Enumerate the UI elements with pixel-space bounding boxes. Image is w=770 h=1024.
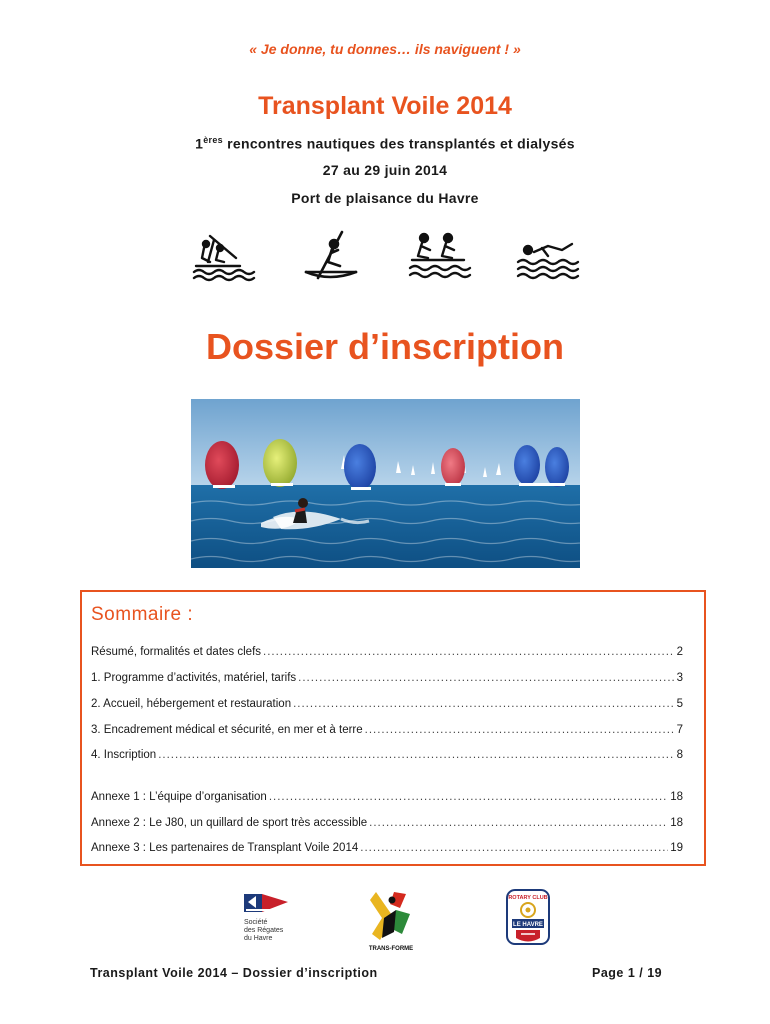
toc-entry-page: 8 xyxy=(676,749,683,761)
rotary-club-le-havre-logo xyxy=(505,888,551,948)
sailing-regatta-photo xyxy=(191,399,580,568)
toc-leader-dots xyxy=(293,698,675,710)
toc-entry[interactable] xyxy=(91,698,683,714)
toc-leader-dots xyxy=(269,791,668,803)
trans-forme-logo xyxy=(366,888,416,954)
table-of-contents xyxy=(80,590,706,866)
trans-forme-logo-text: TRANS-FORME xyxy=(368,946,414,952)
dossier-title: Dossier d’inscription xyxy=(205,326,565,367)
toc-entry[interactable] xyxy=(91,749,683,765)
toc-entry[interactable] xyxy=(91,724,683,740)
footer-document-title: Transplant Voile 2014 – Dossier d’inscription xyxy=(90,966,378,980)
toc-leader-dots xyxy=(360,842,668,854)
event-place: Port de plaisance du Havre xyxy=(291,190,479,206)
toc-entry-page: 3 xyxy=(676,672,683,684)
subtitle-number: 1 xyxy=(195,135,204,152)
toc-entry-label: 4. Inscription xyxy=(91,749,157,761)
toc-title: Sommaire : xyxy=(91,604,194,625)
rotary-logo-bottom-text: LE HAVRE xyxy=(513,922,543,928)
toc-entry-page: 5 xyxy=(676,698,683,710)
swimming-icon xyxy=(514,228,580,284)
rotary-logo-top-text: ROTARY CLUB xyxy=(508,895,548,901)
toc-entry-label: Annexe 3 : Les partenaires de Transplant Voile 2014 xyxy=(91,842,359,854)
subtitle-superscript: ères xyxy=(203,135,223,145)
toc-entry-label: 1. Programme d’activités, matériel, tarifs xyxy=(91,672,297,684)
regates-logo-text-3: du Havre xyxy=(244,935,273,942)
toc-entry-label: Annexe 2 : Le J80, un quillard de sport très accessible xyxy=(91,817,368,829)
toc-entry-label: Annexe 1 : L’équipe d’organisation xyxy=(91,791,267,803)
regates-logo-text-2: des Régates xyxy=(244,927,284,934)
event-title: Transplant Voile 2014 xyxy=(258,92,512,120)
toc-entry-label: 2. Accueil, hébergement et restauration xyxy=(91,698,292,710)
event-subtitle xyxy=(0,135,770,152)
sailing-icon xyxy=(190,228,256,284)
event-dates: 27 au 29 juin 2014 xyxy=(322,162,448,178)
toc-entry[interactable] xyxy=(91,791,683,807)
toc-entry-label: 3. Encadrement médical et sécurité, en mer et à terre xyxy=(91,724,363,736)
toc-entry[interactable] xyxy=(91,646,683,662)
toc-entry[interactable] xyxy=(91,817,683,833)
regates-du-havre-logo xyxy=(238,888,298,952)
toc-entry[interactable] xyxy=(91,842,683,858)
toc-entry-label: Résumé, formalités et dates clefs xyxy=(91,646,262,658)
toc-leader-dots xyxy=(263,646,675,658)
subtitle-text: rencontres nautiques des transplantés et dialysés xyxy=(227,135,575,152)
toc-entry-page: 2 xyxy=(676,646,683,658)
tagline: « Je donne, tu donnes… ils naviguent ! » xyxy=(249,41,521,57)
toc-leader-dots xyxy=(298,672,674,684)
partner-logos xyxy=(0,888,770,956)
toc-entry-page: 18 xyxy=(670,791,683,803)
canoe-icon xyxy=(298,228,364,284)
toc-entry[interactable] xyxy=(91,672,683,688)
regates-logo-text-1: Société xyxy=(244,919,268,926)
toc-entry-page: 18 xyxy=(670,817,683,829)
sport-icons-row xyxy=(190,228,590,284)
toc-leader-dots xyxy=(158,749,674,761)
toc-leader-dots xyxy=(369,817,668,829)
toc-entry-page: 19 xyxy=(670,842,683,854)
rowing-icon xyxy=(406,228,472,284)
footer-page-number: Page 1 / 19 xyxy=(592,966,663,980)
toc-leader-dots xyxy=(365,724,675,736)
toc-entry-page: 7 xyxy=(676,724,683,736)
